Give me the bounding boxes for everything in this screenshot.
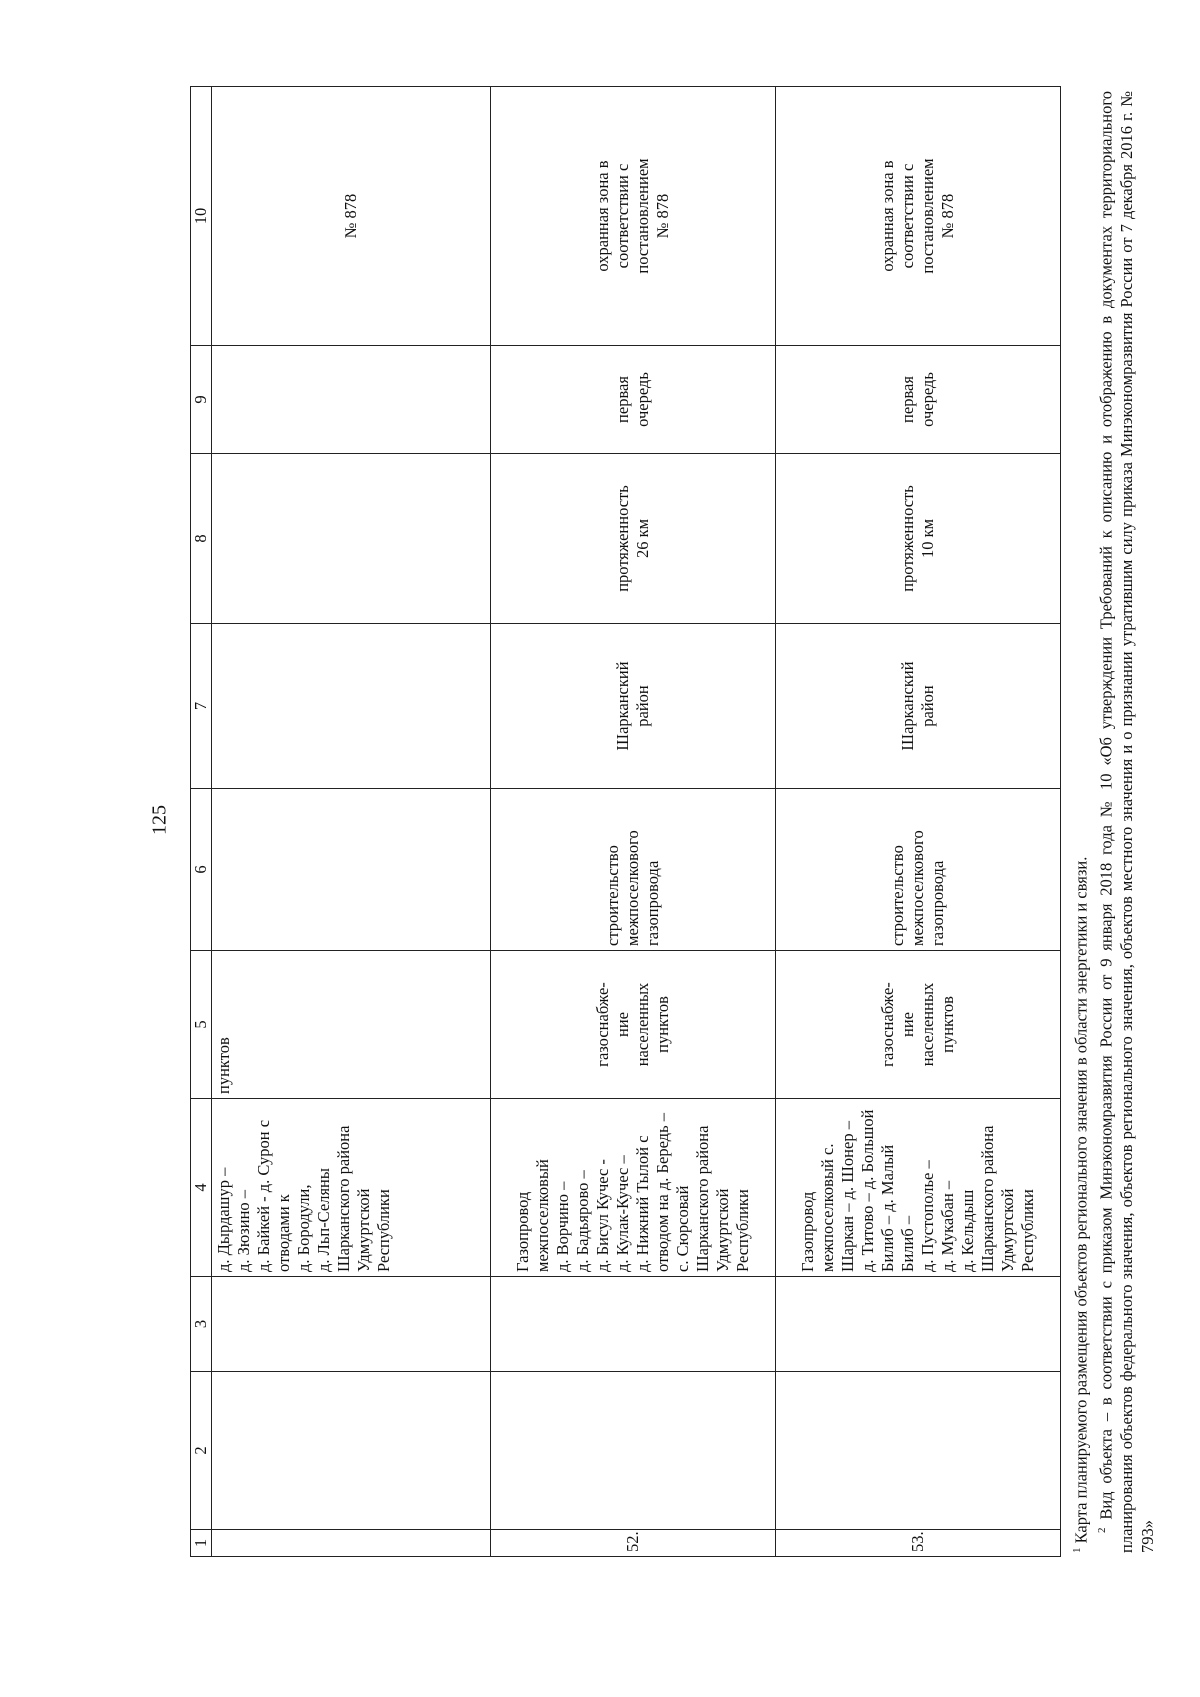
table-cell-col-5 [212, 951, 491, 1099]
cell-line: Удмуртской [354, 1188, 373, 1272]
cell-line: д. Бадьярово – [573, 1170, 592, 1272]
cell-line: Удмуртской [998, 1188, 1017, 1272]
cell-line: первая [613, 376, 632, 423]
cell-line: д. Байкей - д. Сурон с [254, 1119, 273, 1272]
cell-line: Республики [733, 1189, 752, 1272]
cell-line: ние [613, 1012, 632, 1037]
table-cell-col-9 [776, 346, 1061, 454]
cell-line: Шарканского района [978, 1125, 997, 1272]
cell-line: пунктов [938, 996, 957, 1053]
cell-line: газопровода [643, 860, 662, 946]
table-cell-col-2 [491, 1372, 776, 1530]
table-cell-col-9 [491, 346, 776, 454]
cell-line: д. Льп-Селяны [314, 1168, 333, 1272]
cell-line: соответствии с [613, 163, 632, 269]
footnotes [1061, 87, 1158, 1557]
cell-line: охранная зона в [878, 160, 897, 272]
cell-line: постановлением [633, 158, 652, 274]
table-cell-col-8 [212, 454, 491, 624]
cell-line: соответствии с [898, 163, 917, 269]
table-cell-col-1 [212, 1530, 491, 1557]
cell-line: межпоселкового [623, 830, 642, 946]
cell-line: межпоселковый с. [818, 1143, 837, 1272]
cell-line: Шаркан – д. Шонер – [838, 1121, 857, 1272]
table-cell-col-8 [491, 454, 776, 624]
table-cell-col-8 [776, 454, 1061, 624]
table-cell-col-7 [212, 624, 491, 789]
cell-line: строительство [603, 845, 622, 946]
cell-line: Республики [1018, 1189, 1037, 1272]
cell-line: отводом на д. Бередь – [653, 1113, 672, 1272]
table-cell-col-3 [212, 1277, 491, 1372]
objects-table [190, 86, 1061, 1557]
table-cell-col-1: 53. [776, 1530, 1061, 1557]
col-header-7: 7 [191, 624, 212, 789]
cell-line: охранная зона в [593, 160, 612, 272]
footnote-1-mark: 1 [1071, 1547, 1083, 1553]
cell-line: Газопровод [513, 1191, 532, 1272]
cell-line: д. Дырдашур – [214, 1167, 233, 1272]
page-number-text: 125 [148, 805, 171, 835]
col-header-9: 9 [191, 346, 212, 454]
footnote-1 [1067, 91, 1092, 1553]
footnote-2-mark: 2 [1095, 1527, 1108, 1533]
cell-line: первая [898, 376, 917, 423]
cell-line: Шарканского района [693, 1125, 712, 1272]
col-header-1: 1 [191, 1530, 212, 1557]
footnote-2-text: Вид объекта – в соответствии с приказом Минэкономразвития России от 9 января 2018 года № 10 «Об утверждении Требований к описанию и отображению в документах территориального планирования объектов федерального значения, объектов регионального значения, объектов местного значения и о признании утратившим силу приказа Минэкономразвития России от 7 декабря 2016 г. № 793» [1096, 91, 1157, 1553]
table-cell-col-6 [491, 789, 776, 951]
table-cell-col-4 [491, 1099, 776, 1277]
table-cell-col-4 [776, 1099, 1061, 1277]
table-cell-col-5 [776, 951, 1061, 1099]
page-number [140, 790, 180, 850]
table-cell-col-6 [776, 789, 1061, 951]
cell-line: д. Ворчино – [553, 1181, 572, 1272]
col-header-2: 2 [191, 1372, 212, 1530]
table-cell-col-3 [491, 1277, 776, 1372]
cell-line: постановлением [918, 158, 937, 274]
cell-line: отводами к [274, 1194, 293, 1272]
col-header-8: 8 [191, 454, 212, 624]
cell-line: № 878 [653, 193, 672, 239]
cell-line: Удмуртской [713, 1188, 732, 1272]
cell-line: Республики [374, 1189, 393, 1272]
cell-line: газоснабже- [593, 982, 612, 1067]
cell-line: населенных [633, 982, 652, 1067]
cell-line: район [633, 685, 652, 727]
table-cell-col-1: 52. [491, 1530, 776, 1557]
col-header-10: 10 [191, 87, 212, 346]
footnote-2 [1092, 91, 1159, 1553]
cell-line: № 878 [341, 193, 360, 239]
table-cell-col-5 [491, 951, 776, 1099]
cell-line: Шарканский [898, 661, 917, 751]
cell-line: протяженность [898, 485, 917, 592]
col-header-5: 5 [191, 951, 212, 1099]
table-body [212, 87, 1061, 1557]
cell-line: д. Нижний Тылой с [633, 1135, 652, 1272]
cell-line: Билиб – [898, 1215, 917, 1272]
cell-line: протяженность [613, 485, 632, 592]
cell-line: Газопровод [798, 1191, 817, 1272]
table-cell-col-4 [212, 1099, 491, 1277]
table-cell-col-10 [776, 87, 1061, 346]
col-header-3: 3 [191, 1277, 212, 1372]
table-cell-col-7 [776, 624, 1061, 789]
cell-line: ние [898, 1012, 917, 1037]
cell-line: газоснабже- [878, 982, 897, 1067]
table-cell-col-7 [491, 624, 776, 789]
cell-line: пунктов [653, 996, 672, 1053]
cell-line: газопровода [928, 860, 947, 946]
header-row [191, 87, 212, 1557]
cell-line: с. Сюрсовай [673, 1185, 692, 1272]
cell-line: очередь [918, 372, 937, 427]
table-cell-col-10 [491, 87, 776, 346]
cell-line: д. Зюзино – [234, 1189, 253, 1272]
cell-line: 26 км [633, 518, 652, 559]
cell-line: очередь [633, 372, 652, 427]
cell-line: населенных [918, 982, 937, 1067]
table-row-52 [491, 87, 776, 1557]
table-cell-col-2 [212, 1372, 491, 1530]
rotated-content [190, 87, 1157, 1557]
cell-line: д. Пустополье – [918, 1160, 937, 1272]
table-cell-col-2 [776, 1372, 1061, 1530]
cell-line: д. Кулак-Кучес – [613, 1155, 632, 1272]
table-cell-col-9 [212, 346, 491, 454]
table-cell-col-3 [776, 1277, 1061, 1372]
cell-line: д. Мукабан – [938, 1180, 957, 1272]
cell-line: 10 км [918, 518, 937, 559]
cell-line: пунктов [214, 1037, 233, 1094]
cell-line: д. Бородули, [294, 1184, 313, 1272]
footnote-1-text: Карта планируемого размещения объектов регионального значения в области энергетики и связи. [1071, 856, 1091, 1544]
cell-line: № 878 [938, 193, 957, 239]
cell-line: д. Кельдыш [958, 1189, 977, 1272]
table-cell-col-6 [212, 789, 491, 951]
col-header-4: 4 [191, 1099, 212, 1277]
table-row-53 [776, 87, 1061, 1557]
col-header-6: 6 [191, 789, 212, 951]
cell-line: межпоселковый [533, 1159, 552, 1272]
cell-line: межпоселкового [908, 830, 927, 946]
cell-line: строительство [888, 845, 907, 946]
cell-line: Шарканского района [334, 1125, 353, 1272]
cell-line: Билиб – д. Малый [878, 1144, 897, 1272]
cell-line: Шарканский [613, 661, 632, 751]
table-cell-col-10 [212, 87, 491, 346]
cell-line: район [918, 685, 937, 727]
table-row-continued [212, 87, 491, 1557]
cell-line: д. Бисул Кучес - [593, 1159, 612, 1272]
cell-line: д. Титово – д. Большой [858, 1109, 877, 1272]
